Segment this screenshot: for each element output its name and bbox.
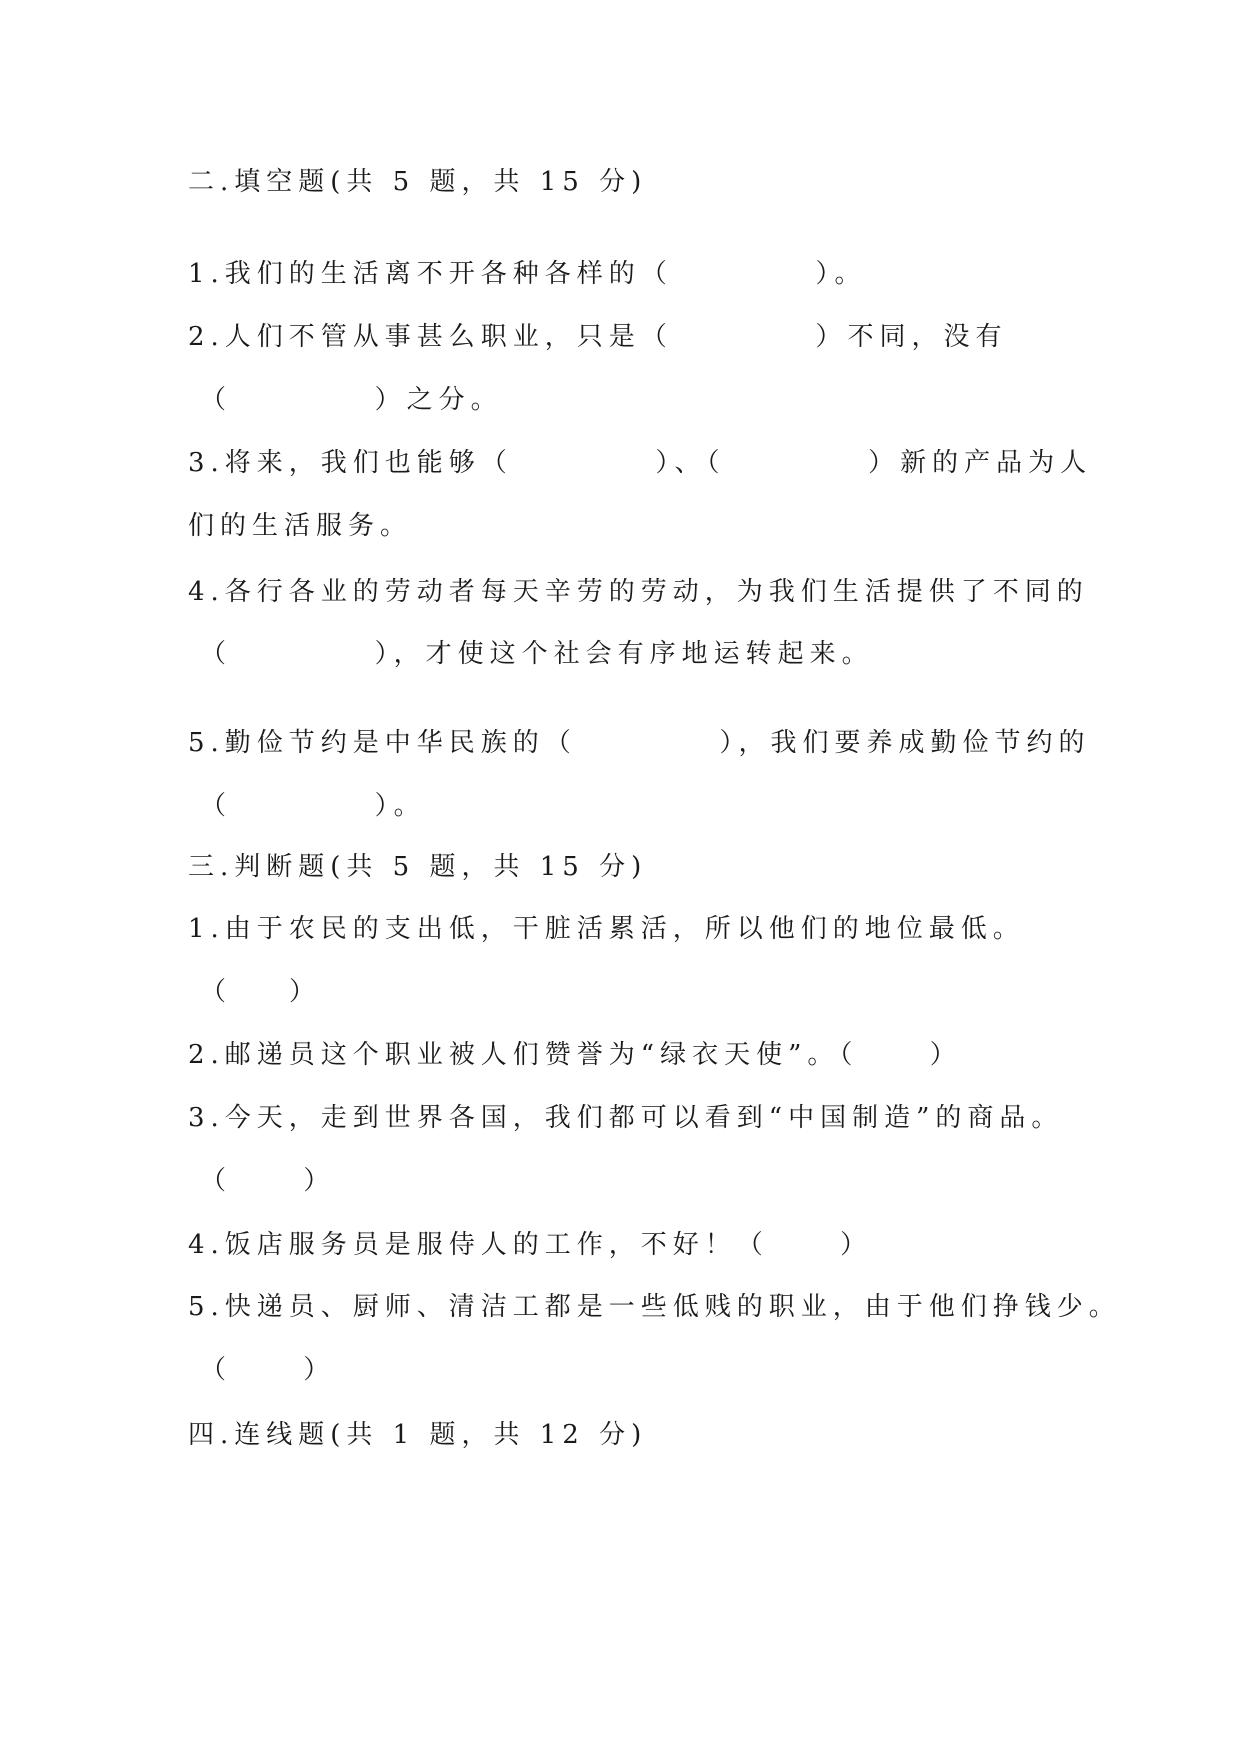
section-heading-true-false: 三.判断题(共 5 题，共 15 分) [188,852,648,882]
section-heading-fill-blank: 二.填空题(共 5 题，共 15 分) [188,167,648,197]
true-false-question-5-blank: （ ） [200,1355,336,1385]
fill-blank-question-3: 3.将来，我们也能够（ ）、（ ）新的产品为人 [188,448,1093,478]
true-false-question-3-blank: （ ） [200,1166,336,1196]
fill-blank-question-4: 4.各行各业的劳动者每天辛劳的劳动，为我们生活提供了不同的 [188,577,1089,607]
true-false-question-4: 4.饭店服务员是服侍人的工作，不好！（ ） [188,1230,873,1260]
fill-blank-question-2-cont: （ ）之分。 [200,385,503,415]
fill-blank-question-2: 2.人们不管从事甚么职业，只是（ ）不同，没有 [188,322,1008,352]
fill-blank-question-3-cont: 们的生活服务。 [188,511,413,541]
true-false-question-1: 1.由于农民的支出低，干脏活累活，所以他们的地位最低。 [188,914,1025,944]
true-false-question-1-blank: （ ） [200,977,322,1007]
fill-blank-question-1: 1.我们的生活离不开各种各样的（ ）。 [188,259,867,289]
fill-blank-question-5-cont: （ ）。 [200,791,426,821]
section-heading-matching: 四.连线题(共 1 题，共 12 分) [188,1420,648,1450]
fill-blank-question-5: 5.勤俭节约是中华民族的（ ），我们要养成勤俭节约的 [188,728,1091,758]
true-false-question-5: 5.快递员、厨师、清洁工都是一些低贱的职业，由于他们挣钱少。 [188,1292,1121,1322]
true-false-question-3: 3.今天，走到世界各国，我们都可以看到“中国制造”的商品。 [188,1103,1064,1133]
fill-blank-question-4-cont: （ ），才使这个社会有序地运转起来。 [200,639,874,669]
true-false-question-2: 2.邮递员这个职业被人们赞誉为“绿衣天使”。（ ） [188,1040,962,1070]
